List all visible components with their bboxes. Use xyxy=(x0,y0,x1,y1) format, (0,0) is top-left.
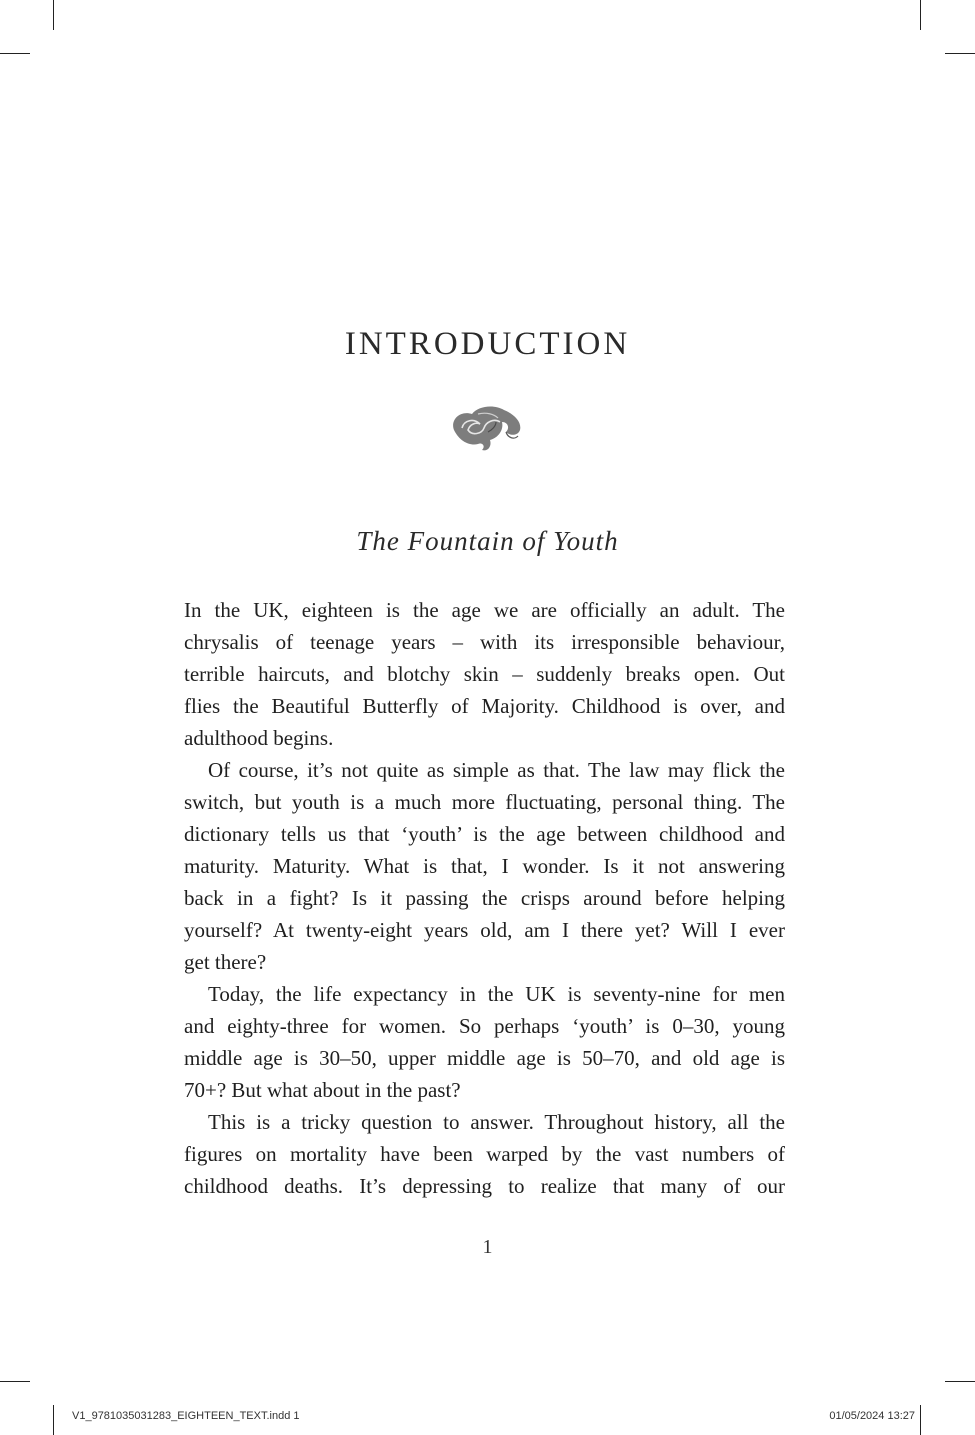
crop-mark-top-left-vertical xyxy=(53,0,54,30)
crop-mark-bottom-left-vertical xyxy=(53,1405,54,1435)
crop-mark-bottom-right-horizontal xyxy=(945,1381,975,1382)
text-line: terrible haircuts, and blotchy skin – suddenly breaks open. Out xyxy=(184,662,785,686)
chapter-title: INTRODUCTION xyxy=(344,326,631,362)
crop-mark-top-right-horizontal xyxy=(945,53,975,54)
text-line: 70+? But what about in the past? xyxy=(184,1078,461,1102)
text-line: adulthood begins. xyxy=(184,726,334,750)
text-line: middle age is 30–50, upper middle age is 50–70, and old age is xyxy=(184,1046,785,1070)
text-line: childhood deaths. It’s depressing to realize that many of our xyxy=(184,1174,785,1198)
text-line: Of course, it’s not quite as simple as that. The law may flick the xyxy=(208,758,785,782)
text-line: switch, but youth is a much more fluctuating, personal thing. The xyxy=(184,790,785,814)
paragraph-1 xyxy=(184,594,785,754)
crop-mark-bottom-right-vertical xyxy=(920,1405,921,1435)
paragraph-4 xyxy=(184,1106,785,1202)
text-line: figures on mortality have been warped by the vast numbers of xyxy=(184,1142,785,1166)
paragraph-3 xyxy=(184,978,785,1106)
text-line: yourself? At twenty-eight years old, am I there yet? Will I ever xyxy=(184,918,785,942)
text-line: Today, the life expectancy in the UK is seventy-nine for men xyxy=(208,982,785,1006)
slug-file-name: V1_9781035031283_EIGHTEEN_TEXT.indd 1 xyxy=(72,1410,300,1422)
text-line: chrysalis of teenage years – with its irresponsible behaviour, xyxy=(184,630,785,654)
text-line: maturity. Maturity. What is that, I wonder. Is it not answering xyxy=(184,854,785,878)
page-number: 1 xyxy=(482,1236,493,1258)
paragraph-2 xyxy=(184,754,785,978)
text-line: In the UK, eighteen is the age we are officially an adult. The xyxy=(184,598,785,622)
slug-timestamp: 01/05/2024 13:27 xyxy=(829,1410,915,1422)
chapter-subtitle: The Fountain of Youth xyxy=(356,526,619,556)
crop-mark-top-right-vertical xyxy=(920,0,921,30)
crop-mark-top-left-horizontal xyxy=(0,53,30,54)
crop-mark-bottom-left-horizontal xyxy=(0,1381,30,1382)
body-text xyxy=(184,594,785,1202)
flourish-ornament-icon xyxy=(448,402,526,454)
text-line: This is a tricky question to answer. Throughout history, all the xyxy=(208,1110,785,1134)
text-line: back in a fight? Is it passing the crisps around before helping xyxy=(184,886,785,910)
text-line: get there? xyxy=(184,950,267,974)
text-line: dictionary tells us that ‘youth’ is the age between childhood and xyxy=(184,822,785,846)
text-line: and eighty-three for women. So perhaps ‘youth’ is 0–30, young xyxy=(184,1014,785,1038)
text-line: flies the Beautiful Butterfly of Majority. Childhood is over, and xyxy=(184,694,785,718)
